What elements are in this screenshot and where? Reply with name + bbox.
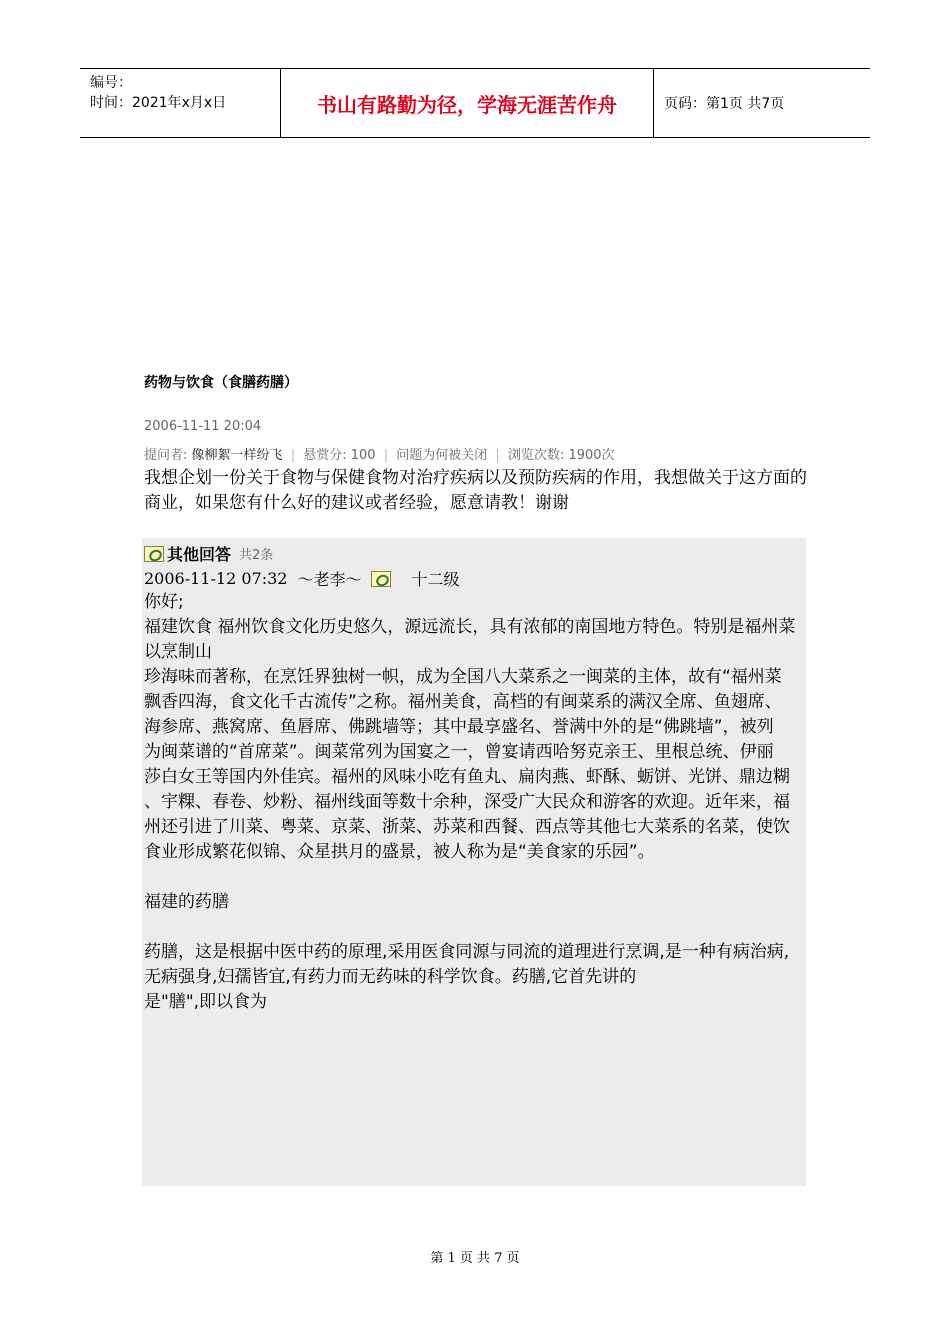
page-footer: 第 1 页 共 7 页 [430,1251,520,1266]
question-meta [144,444,615,463]
answer-author[interactable]: ～老李～ [297,570,362,589]
user-level-icon [371,571,391,587]
answer-line: 州还引进了川菜、粤菜、京菜、浙菜、苏菜和西餐、西点等其他七大菜系的名菜，使饮 [144,817,790,837]
answer-line: 为闽菜谱的“首席菜”。闽菜常列为国宴之一，曾宴请西哈努克亲王、里根总统、伊丽 [144,742,774,762]
reward-value: 100 [350,448,376,463]
closed-reason-link[interactable]: 问题为何被关闭 [396,448,488,463]
question-body: 我想企划一份关于食物与保健食物对治疗疾病以及预防疾病的作用，我想做关于这方面的商业，如果您有什么好的建议或者经验，愿意请教！谢谢 [144,468,807,513]
question-date: 2006-11-11 20:04 [144,419,262,434]
answers-count: 共2条 [239,548,274,563]
answer-line: 你好; [144,592,184,612]
answer-line: 是"膳",即以食为 [144,992,268,1012]
answer-blank-line [144,915,804,940]
question-title: 药物与饮食（食膳药膳） [144,375,298,391]
answer-body [144,590,804,1015]
header-page-code: 页码：第1页 共7页 [664,96,785,112]
number-label: 编号： [90,75,132,91]
asker-name[interactable]: 像柳絮一样纷飞 [191,448,283,463]
answer-meta [144,567,459,590]
reward-label: 悬赏分: [303,448,347,463]
header-info-cell [80,69,281,137]
answer-line: 福建饮食 福州饮食文化历史悠久，源远流长，具有浓郁的南国地方特色。特别是福州菜以烹制山 [144,617,796,662]
answer-datetime: 2006-11-12 07:32 [144,569,288,588]
answer-line: 海参席、燕窝席、鱼唇席、佛跳墙等；其中最享盛名、誉满中外的是“佛跳墙”，被列 [144,717,774,737]
answer-line: 药膳，这是根据中医中药的原理,采用医食同源与同流的道理进行烹调,是一种有病治病,无病强身,妇孺皆宜,有药力而无药味的科学饮食。药膳,它首先讲的 [144,942,790,987]
answer-line: 珍海味而著称，在烹饪界独树一帜，成为全国八大菜系之一闽菜的主体，故有“福州菜 [144,667,782,687]
answers-title: 其他回答 [167,545,232,564]
time-label: 时间：2021年x月x日 [90,95,227,111]
meta-divider: | [495,448,500,463]
answer-line: 、宇粿、春卷、炒粉、福州线面等数十余种，深受广大民众和游客的欢迎。近年来，福 [144,792,790,812]
answer-line: 食业形成繁花似锦、众星拱月的盛景，被人称为是“美食家的乐园”。 [144,842,655,862]
answer-line: 莎白女王等国内外佳宾。福州的风味小吃有鱼丸、扁肉燕、虾酥、蛎饼、光饼、鼎边糊 [144,767,790,787]
meta-divider: | [383,448,389,463]
views-label: 浏览次数: [507,448,565,463]
answer-icon [144,546,164,562]
header-motto: 书山有路勤为径，学海无涯苦作舟 [281,69,654,137]
asker-label: 提问者: [144,448,188,463]
document-header [80,68,870,138]
answer-line: 飘香四海，食文化千古流传”之称。福州美食，高档的有闽菜系的满汉全席、鱼翅席、 [144,692,782,712]
views-value: 1900次 [568,448,615,463]
other-answers-panel [142,538,806,1186]
answer-line: 福建的药膳 [144,892,229,912]
answer-blank-line [144,865,804,890]
answer-level: 十二级 [411,570,460,589]
meta-divider: | [290,448,296,463]
answers-header [144,542,273,565]
